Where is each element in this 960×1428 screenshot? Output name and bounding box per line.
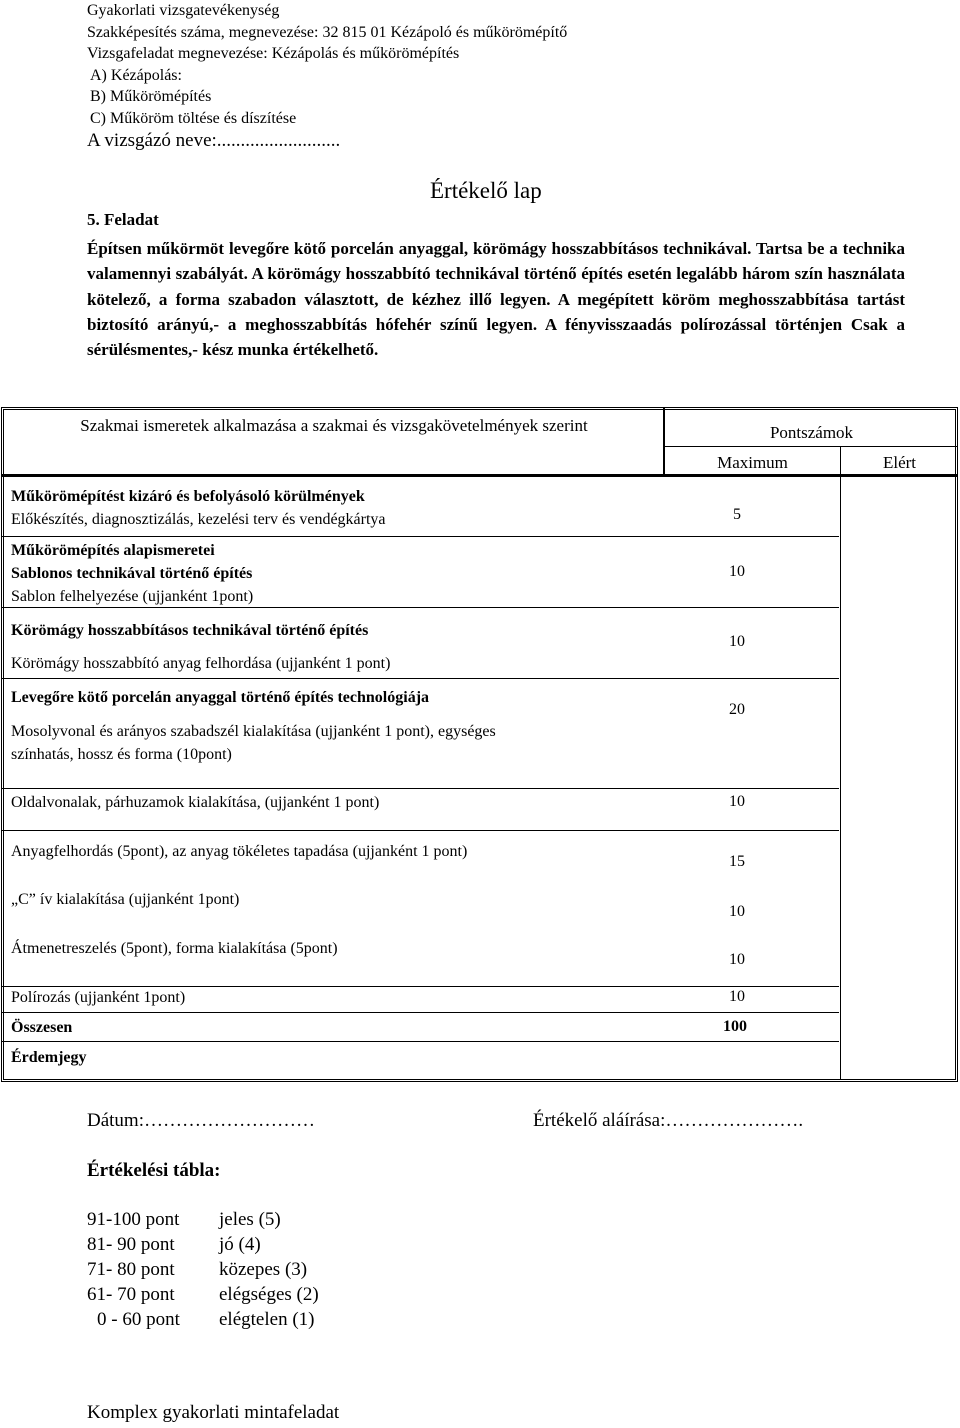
grading-grade: közepes (3) bbox=[219, 1259, 308, 1280]
total-label: Összesen bbox=[11, 1019, 73, 1036]
row-heading: Műkörömépítés alapismeretei bbox=[11, 542, 215, 559]
table-divider bbox=[1, 788, 839, 789]
table-header-points: Pontszámok bbox=[769, 423, 854, 442]
table-divider bbox=[1, 1041, 839, 1042]
row-heading: Körömágy hosszabbításos technikával történő építés bbox=[11, 622, 369, 639]
row-max-points: 10 bbox=[729, 633, 745, 650]
row-max-points: 15 bbox=[729, 853, 745, 870]
row-criterion: Átmenetreszelés (5pont), forma kialakítása (5pont) bbox=[11, 940, 338, 957]
grading-row bbox=[87, 1209, 281, 1231]
date-field: Dátum:……………………… bbox=[87, 1110, 315, 1131]
grading-range: 91-100 pont bbox=[87, 1209, 180, 1230]
table-divider bbox=[1, 678, 839, 679]
header-line-qualification: Szakképesítés száma, megnevezése: 32 815 01 Kézápoló és műkörömépítő bbox=[87, 23, 568, 41]
row-criterion: Előkészítés, diagnosztizálás, kezelési terv és vendégkártya bbox=[11, 511, 386, 528]
row-max-points: 10 bbox=[729, 988, 745, 1005]
candidate-name-line: A vizsgázó neve:.......................... bbox=[87, 130, 341, 151]
grading-range: 61- 70 pont bbox=[87, 1284, 175, 1305]
row-criterion: Oldalvonalak, párhuzamok kialakítása, (ujjanként 1 pont) bbox=[11, 794, 380, 811]
grading-range: 81- 90 pont bbox=[87, 1234, 175, 1255]
header-item-a: A) Kézápolás: bbox=[90, 66, 182, 84]
grading-range: 71- 80 pont bbox=[87, 1259, 175, 1280]
row-heading: Műkörömépítést kizáró és befolyásoló körülmények bbox=[11, 488, 365, 505]
grade-label: Érdemjegy bbox=[11, 1049, 87, 1066]
row-criterion: Anyagfelhordás (5pont), az anyag tökéletes tapadása (ujjanként 1 pont) bbox=[11, 843, 468, 860]
total-max-points: 100 bbox=[723, 1018, 747, 1035]
row-max-points: 10 bbox=[729, 793, 745, 810]
row-max-points: 10 bbox=[729, 951, 745, 968]
grading-row bbox=[87, 1234, 261, 1256]
header-line-activity: Gyakorlati vizsgatevékenység bbox=[87, 2, 280, 19]
table-divider bbox=[1, 1012, 839, 1013]
grading-row bbox=[87, 1309, 314, 1331]
footer-caption: Komplex gyakorlati mintafeladat bbox=[87, 1402, 340, 1423]
table-divider bbox=[663, 446, 958, 447]
grading-grade: elégséges (2) bbox=[219, 1284, 319, 1305]
grading-range: 0 - 60 pont bbox=[97, 1309, 180, 1330]
header-item-c: C) Műköröm töltése és díszítése bbox=[90, 109, 297, 127]
grading-table-title: Értékelési tábla: bbox=[87, 1160, 221, 1181]
row-max-points: 10 bbox=[729, 903, 745, 920]
document-header bbox=[87, 0, 567, 129]
signature-field: Értékelő aláírása:…………………. bbox=[533, 1110, 804, 1131]
row-criterion: Polírozás (ujjanként 1pont) bbox=[11, 989, 186, 1006]
header-line-task-name: Vizsgafeladat megnevezése: Kézápolás és műkörömépítés bbox=[87, 45, 460, 62]
table-header-criteria: Szakmai ismeretek alkalmazása a szakmai és vizsgakövetelmények szerint bbox=[80, 416, 588, 435]
grading-grade: jó (4) bbox=[219, 1234, 261, 1255]
table-header-achieved: Elért bbox=[882, 453, 917, 472]
table-divider bbox=[1, 474, 958, 477]
table-divider bbox=[1, 536, 839, 537]
header-item-b: B) Műkörömépítés bbox=[90, 88, 212, 105]
task-label: 5. Feladat bbox=[87, 210, 159, 229]
grading-row bbox=[87, 1284, 319, 1306]
grading-row bbox=[87, 1259, 307, 1281]
row-criterion: „C” ív kialakítása (ujjanként 1pont) bbox=[11, 891, 240, 908]
row-heading: Levegőre kötő porcelán anyaggal történő építés technológiája bbox=[11, 689, 430, 706]
row-criterion: Sablon felhelyezése (ujjanként 1pont) bbox=[11, 588, 254, 605]
row-subheading: Sablonos technikával történő építés bbox=[11, 565, 253, 582]
page-title: Értékelő lap bbox=[430, 178, 542, 203]
task-description: Építsen műkörmöt levegőre kötő porcelán anyaggal, körömágy hosszabbításos technikával. Tartsa be a technika valamennyi szabályát. A körömágy hosszabbító technikával történő építés esetén legalább három szín használata kötelező, a forma szabadon választott, de kézhez illő legyen. A megépített köröm meghosszabbítása tartást biztosító arányú,- a meghosszabbítás hófehér színű legyen. A fényvisszaadás polírozással történjen Csak a sérülésmentes,- kész munka értékelhető. bbox=[87, 239, 905, 360]
table-header-maximum: Maximum bbox=[717, 453, 788, 472]
row-max-points: 5 bbox=[733, 506, 741, 523]
grading-grade: elégtelen (1) bbox=[219, 1309, 315, 1330]
row-max-points: 10 bbox=[729, 563, 745, 580]
grading-grade: jeles (5) bbox=[219, 1209, 281, 1230]
table-divider bbox=[840, 477, 841, 1080]
row-criterion: Mosolyvonal és arányos szabadszél kialakítása (ujjanként 1 pont), egységes bbox=[11, 723, 496, 740]
row-criterion: Körömágy hosszabbító anyag felhordása (ujjanként 1 pont) bbox=[11, 655, 391, 672]
row-max-points: 20 bbox=[729, 701, 745, 718]
table-divider bbox=[1, 830, 839, 831]
row-criterion-continued: színhatás, hossz és forma (10pont) bbox=[11, 746, 232, 763]
